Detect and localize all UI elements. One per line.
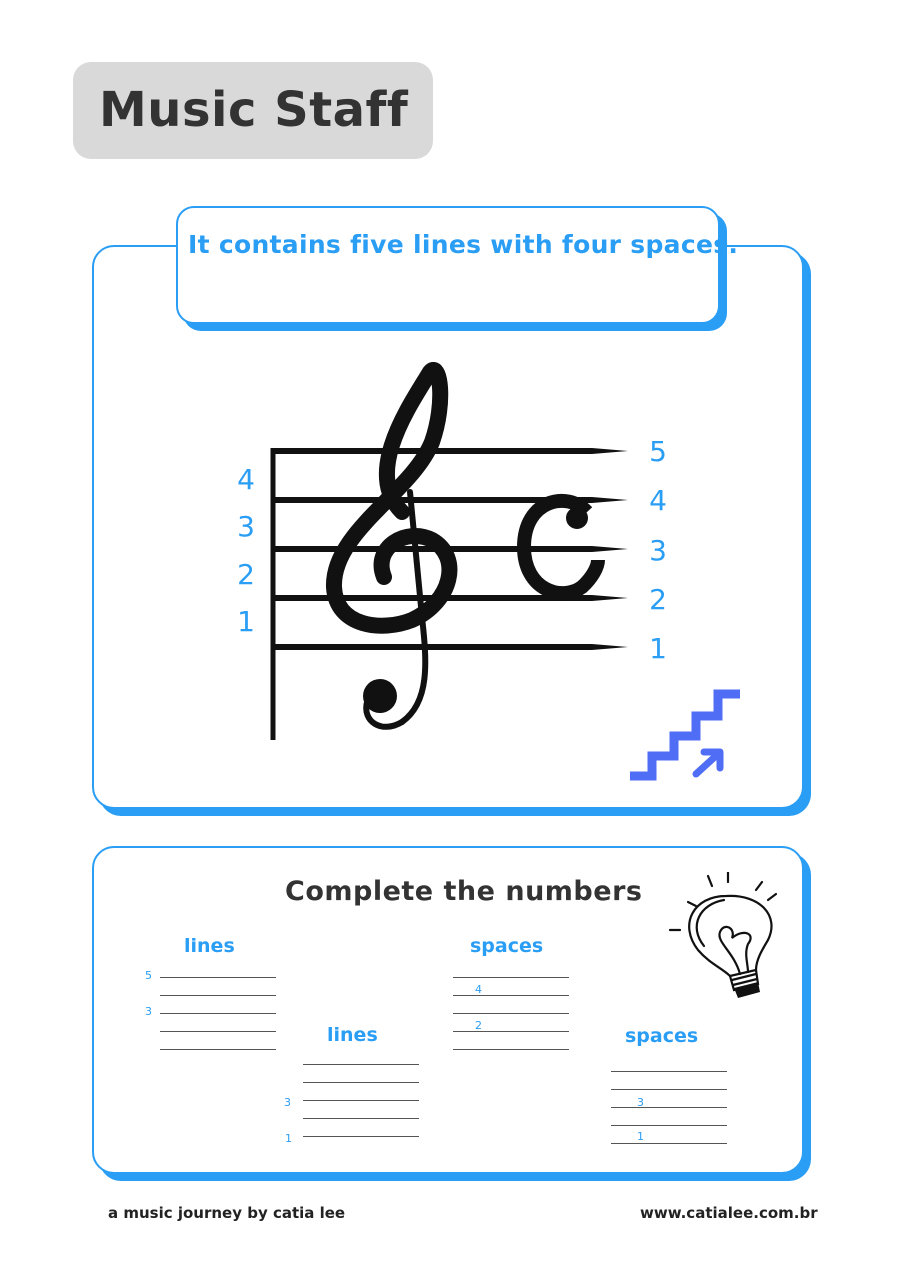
callout-text: It contains five lines with four spaces.: [188, 230, 739, 259]
answer-line[interactable]: [160, 995, 276, 996]
footer-website[interactable]: www.catialee.com.br: [640, 1204, 818, 1222]
space-number-2: 2: [237, 558, 255, 591]
line-number-2: 2: [649, 583, 667, 616]
slot-number: 3: [284, 1096, 291, 1109]
treble-clef-icon: [334, 370, 449, 727]
answer-line[interactable]: [453, 977, 569, 978]
answer-line[interactable]: [303, 1064, 419, 1065]
answer-line[interactable]: [303, 1118, 419, 1119]
answer-line[interactable]: [611, 1107, 727, 1108]
group-label-spaces-2: spaces: [625, 1025, 699, 1047]
footer-credit: a music journey by catia lee: [108, 1204, 346, 1222]
answer-line[interactable]: [453, 1013, 569, 1014]
answer-line[interactable]: [611, 1089, 727, 1090]
stairs-arrow-icon: [626, 686, 746, 786]
answer-line[interactable]: [160, 1031, 276, 1032]
answer-line[interactable]: [160, 1013, 276, 1014]
staff-line-5: [271, 448, 628, 454]
answer-line[interactable]: [453, 1031, 569, 1032]
title-banner: [73, 62, 433, 159]
slot-number: 4: [475, 983, 482, 996]
callout-box: [176, 206, 739, 324]
slot-number: 5: [145, 969, 152, 982]
group-label-lines-1: lines: [184, 935, 235, 957]
line-number-1: 1: [649, 632, 667, 665]
space-number-3: 3: [237, 510, 255, 543]
line-number-5: 5: [649, 435, 667, 468]
slot-number: 1: [285, 1132, 292, 1145]
exercise-title: Complete the numbers: [285, 876, 643, 907]
page-title: Music Staff: [99, 82, 409, 138]
staff-line-1: [271, 644, 628, 650]
slot-number: 3: [145, 1005, 152, 1018]
group-label-lines-2: lines: [327, 1024, 378, 1046]
answer-line[interactable]: [303, 1082, 419, 1083]
answer-line[interactable]: [611, 1071, 727, 1072]
group-label-spaces-1: spaces: [470, 935, 544, 957]
slot-number: 1: [637, 1130, 644, 1143]
answer-line[interactable]: [611, 1143, 727, 1144]
line-number-3: 3: [649, 534, 667, 567]
answer-line[interactable]: [453, 1049, 569, 1050]
answer-line[interactable]: [160, 1049, 276, 1050]
answer-line[interactable]: [160, 977, 276, 978]
space-number-4: 4: [237, 463, 255, 496]
answer-line[interactable]: [303, 1136, 419, 1137]
music-staff: [262, 362, 642, 752]
slot-number: 2: [475, 1019, 482, 1032]
lightbulb-icon: [664, 872, 784, 1002]
space-number-1: 1: [237, 605, 255, 638]
answer-line[interactable]: [453, 995, 569, 996]
slot-number: 3: [637, 1096, 644, 1109]
answer-line[interactable]: [303, 1100, 419, 1101]
line-number-4: 4: [649, 484, 667, 517]
answer-line[interactable]: [611, 1125, 727, 1126]
